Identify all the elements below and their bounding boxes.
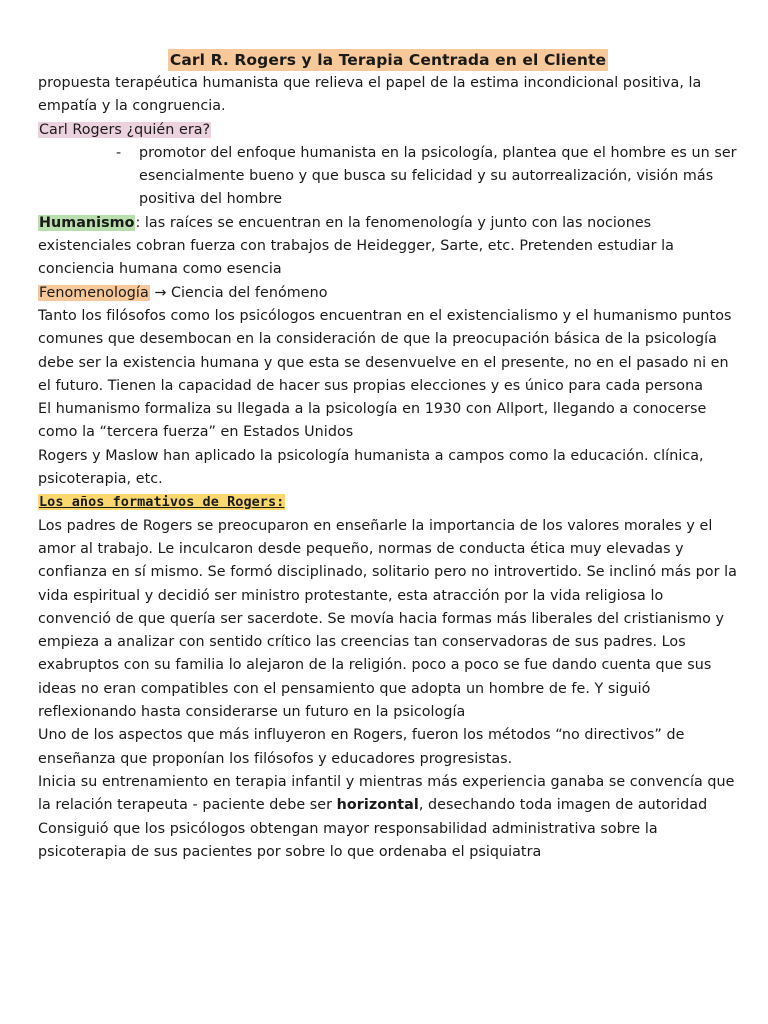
humanismo-term: Humanismo — [39, 214, 135, 231]
inicia-bold-horizontal: horizontal — [336, 797, 419, 814]
document-title: Carl R. Rogers y la Terapia Centrada en el Cliente — [169, 51, 607, 69]
inicia-paragraph — [38, 771, 738, 818]
maslow-paragraph: Rogers y Maslow han aplicado la psicología humanista a campos como la educación. clínica, psicoterapia, etc. — [38, 447, 704, 488]
allport-paragraph: El humanismo formaliza su llegada a la psicología en 1930 con Allport, llegando a conocerse como la “tercera fuerza” en Estados Unidos — [38, 401, 707, 441]
existencialismo-paragraph: Tanto los filósofos como los psicólogos encuentran en el existencialismo y el humanismo puntos comunes que desembocan en la consideración de que la preocupación básica de la psicología debe ser la existencia humana y que esta se desenvuelve en el presente, no en el pasado ni en el futuro. Tienen la capacidad de hacer sus propias elecciones y es único para cada persona — [38, 307, 732, 394]
formative-heading: Los años formativos de Rogers: — [39, 494, 285, 511]
consiguio-paragraph: Consiguió que los psicólogos obtengan mayor responsabilidad administrativa sobre la psicoterapia de sus pacientes por sobre lo que ordenaba el psiquiatra — [38, 820, 658, 860]
bullet-item — [38, 142, 738, 212]
fenomenologia-text: → Ciencia del fenómeno — [149, 284, 328, 301]
fenomenologia-line — [38, 282, 738, 305]
bullet-dash: - — [116, 144, 122, 161]
intro-paragraph: propuesta terapéutica humanista que relieva el papel de la estima incondicional positiva, la empatía y la congruencia. — [38, 75, 702, 115]
humanismo-paragraph — [38, 212, 738, 282]
humanismo-text: : las raíces se encuentran en la fenomenología y junto con las nociones existenciales cobran fuerza con trabajos de Heidegger, Sarte, etc. Pretenden estudiar la conciencia humana como esencia — [38, 214, 674, 278]
fenomenologia-term: Fenomenología — [39, 284, 149, 301]
who-heading: Carl Rogers ¿quién era? — [39, 121, 211, 138]
bullet-text: promotor del enfoque humanista en la psicología, plantea que el hombre es un ser esencialmente bueno y que busca su felicidad y su autorrealización, visión más positiva del hombre — [139, 144, 737, 208]
inicia-text-after: , desechando toda imagen de autoridad — [418, 797, 708, 814]
metodos-paragraph: Uno de los aspectos que más influyeron en Rogers, fueron los métodos “no directivos” de enseñanza que proponían los filósofos y educadores progresistas. — [38, 727, 685, 767]
inicia-text-before: Inicia su entrenamiento en terapia infantil y mientras más experiencia ganaba se convencía que la relación terapeuta - paciente debe ser — [38, 773, 735, 814]
formative-heading-line — [38, 491, 738, 514]
title-container — [38, 49, 738, 71]
who-heading-line — [38, 119, 738, 142]
padres-paragraph: Los padres de Rogers se preocuparon en enseñarle la importancia de los valores morales y el amor al trabajo. Le inculcaron desde pequeño, normas de conducta ética muy elevadas y confianza en sí mismo. Se formó disciplinado, solitario pero no introvertido. Se inclinó más por la vida espiritual y decidió ser ministro protestante, esta atracción por la vida religiosa lo convenció de que quería ser sacerdote. Se movía hacia formas más liberales del cristianismo y empieza a analizar con sentido crítico las creencias tan conservadoras de sus padres. Los exabruptos con su familia lo alejaron de la religión. poco a poco se fue dando cuenta que sus ideas no eran compatibles con el pensamiento que adopta un hombre de fe. Y siguió reflexionando hasta considerarse un futuro en la psicología — [38, 517, 737, 721]
